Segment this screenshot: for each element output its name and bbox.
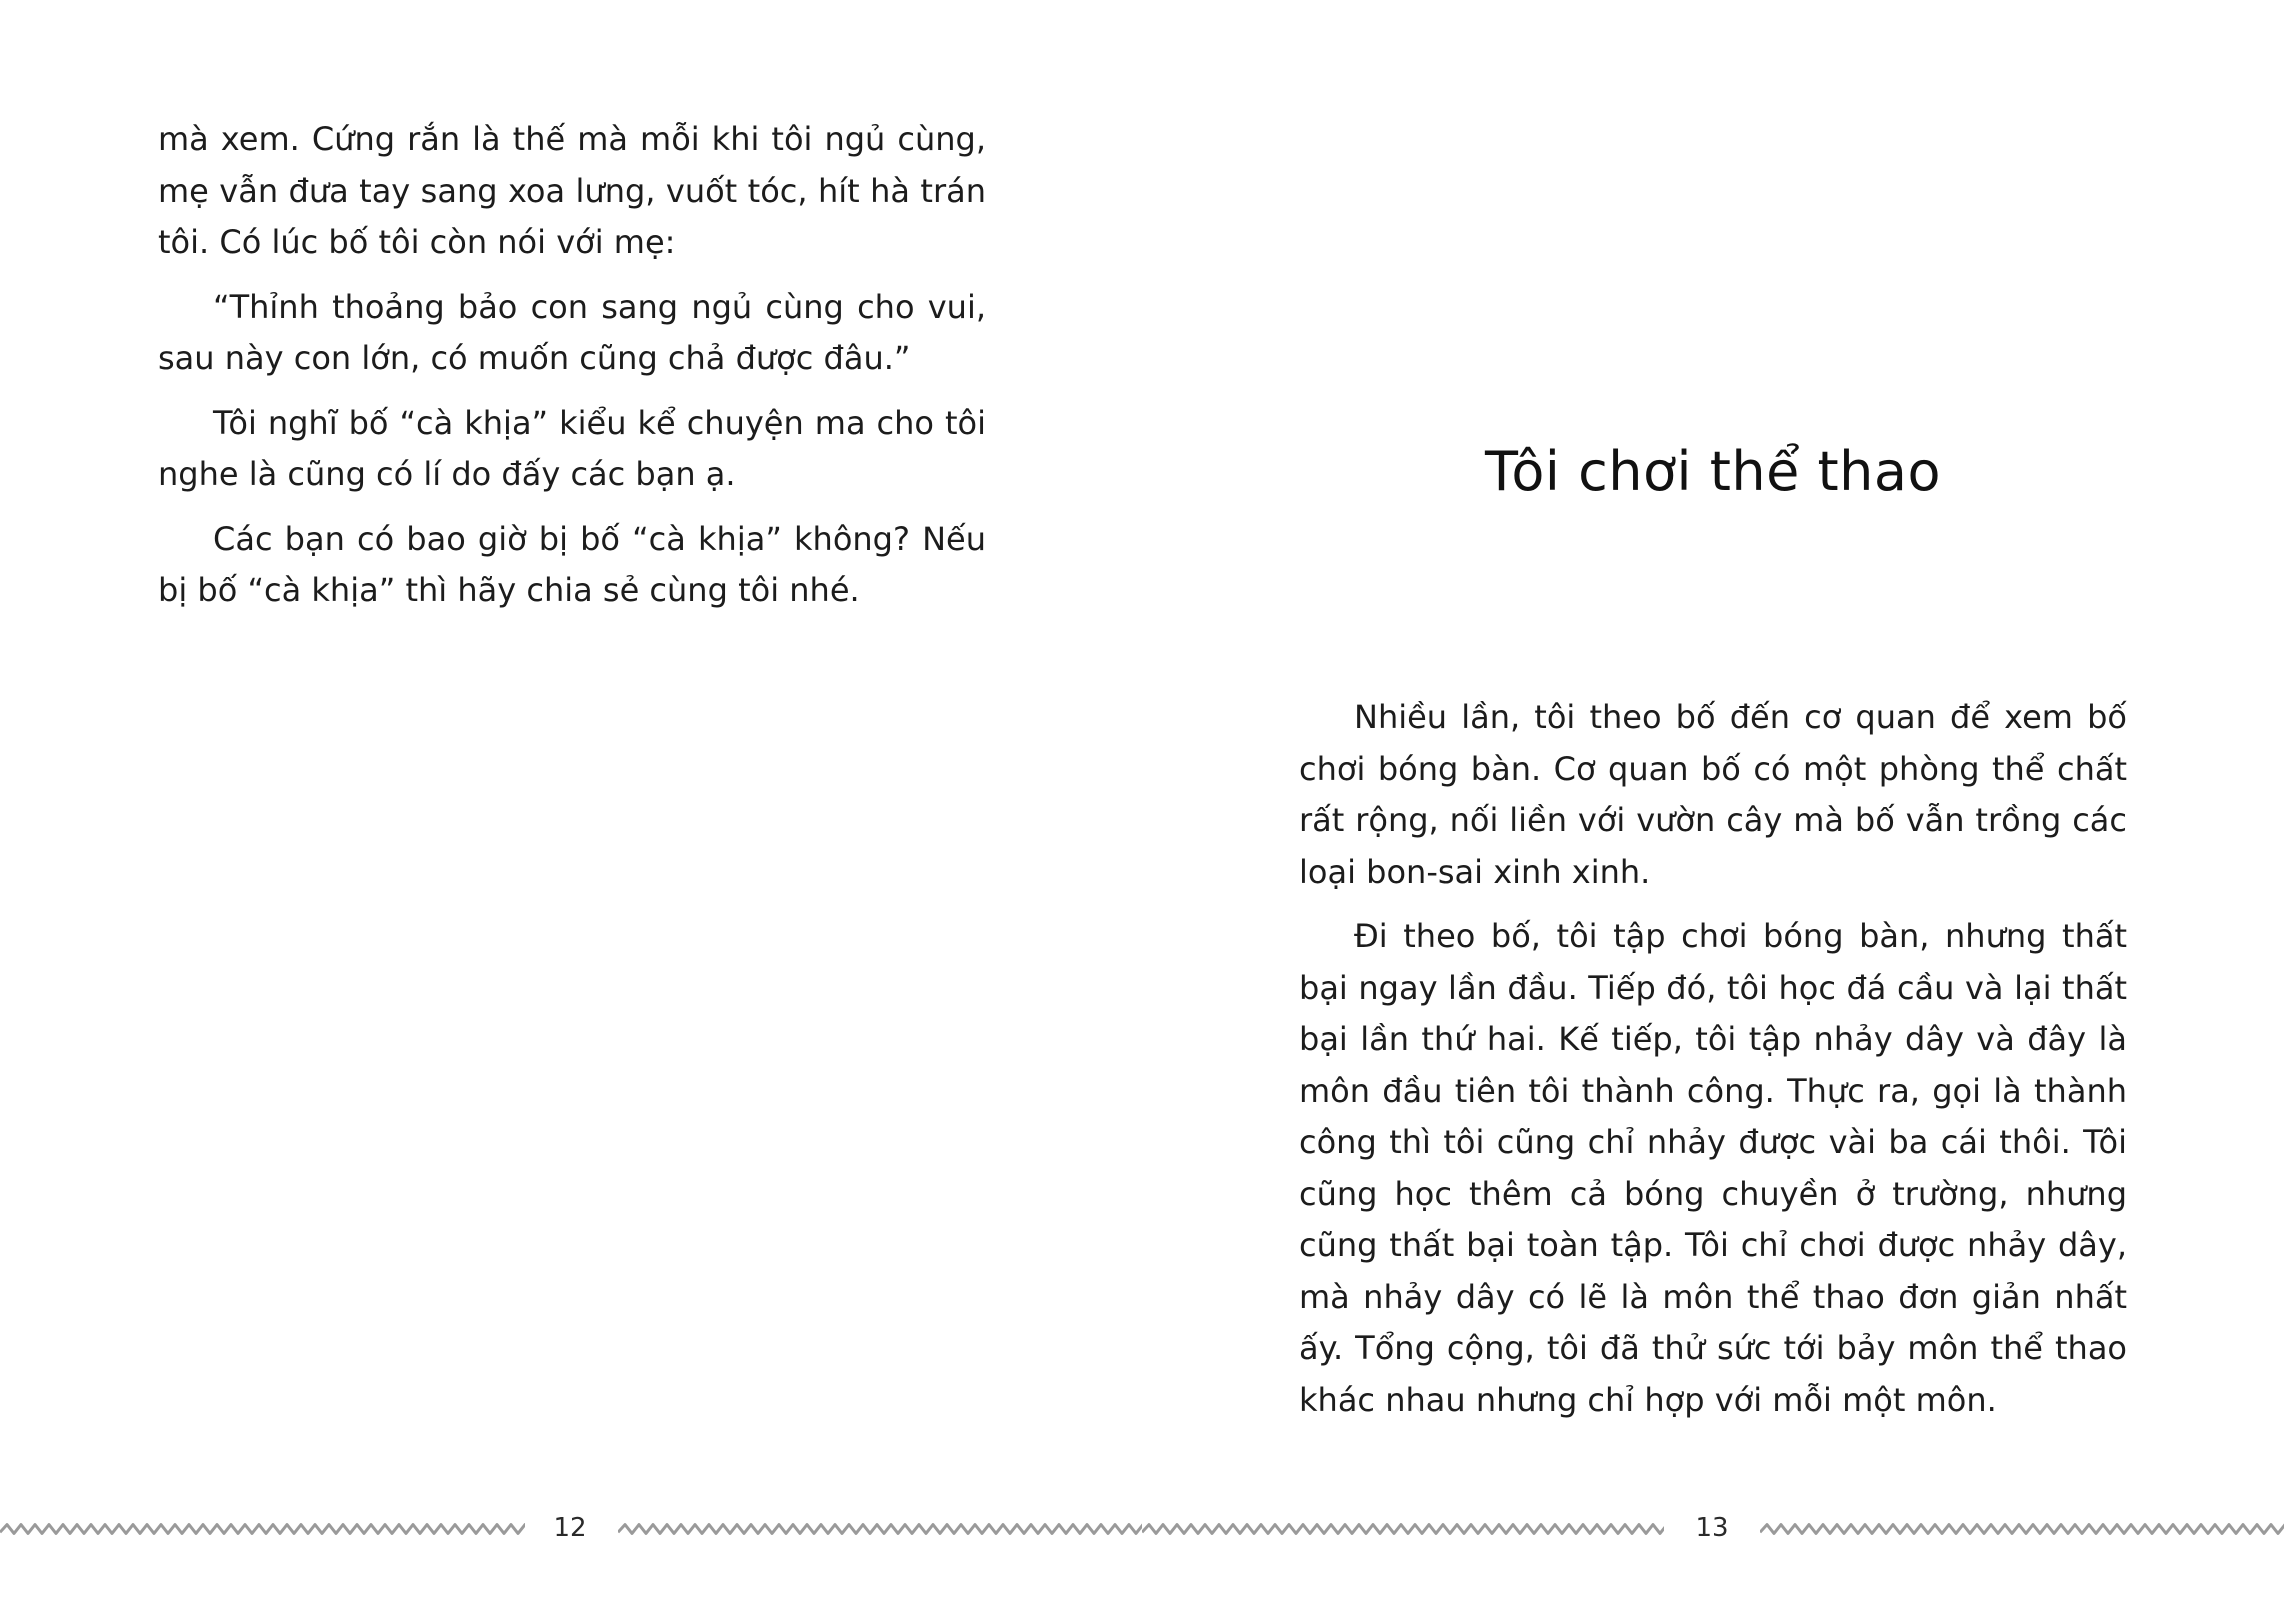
right-page-footer bbox=[1142, 1508, 2284, 1548]
page-number: 12 bbox=[553, 1513, 587, 1543]
paragraph: Các bạn có bao giờ bị bố “cà khịa” không? Nếu bị bố “cà khịa” thì hãy chia sẻ cùng tôi nhé. bbox=[158, 519, 986, 609]
paragraph: Nhiều lần, tôi theo bố đến cơ quan để xem bố chơi bóng bàn. Cơ quan bố có một phòng thể chất rất rộng, nối liền với vườn cây mà bố vẫn trồng các loại bon-sai xinh xinh. bbox=[1299, 698, 2127, 891]
wave-path bbox=[0, 1525, 525, 1534]
left-page-text bbox=[158, 114, 986, 630]
paragraph: Tôi nghĩ bố “cà khịa” kiểu kể chuyện ma cho tôi nghe là cũng có lí do đấy các bạn ạ. bbox=[158, 403, 986, 493]
paragraph: mà xem. Cứng rắn là thế mà mỗi khi tôi ngủ cùng, mẹ vẫn đưa tay sang xoa lưng, vuốt tóc, hít hà trán tôi. Có lúc bố tôi còn nói với mẹ: bbox=[158, 120, 986, 261]
zigzag-wave-icon bbox=[618, 1518, 1142, 1540]
zigzag-wave-icon bbox=[0, 1518, 525, 1540]
wave-path bbox=[1142, 1525, 1664, 1534]
paragraph: Đi theo bố, tôi tập chơi bóng bàn, nhưng thất bại ngay lần đầu. Tiếp đó, tôi học đá cầu và lại thất bại lần thứ hai. Kế tiếp, tôi tập nhảy dây và đây là môn đầu tiên tôi thành công. Thực ra, gọi là thành công thì tôi cũng chỉ nhảy được vài ba cái thôi. Tôi cũng học thêm cả bóng chuyền ở trường, nhưng cũng thất bại toàn tập. Tôi chỉ chơi được nhảy dây, mà nhảy dây có lẽ là môn thể thao đơn giản nhất ấy. Tổng cộng, tôi đã thử sức tới bảy môn thể thao khác nhau nhưng chỉ hợp với mỗi một môn. bbox=[1299, 917, 2127, 1419]
paragraph: “Thỉnh thoảng bảo con sang ngủ cùng cho vui, sau này con lớn, có muốn cũng chả được đâu.” bbox=[158, 287, 986, 377]
wave-path bbox=[618, 1525, 1142, 1534]
zigzag-wave-icon bbox=[1142, 1518, 1664, 1540]
zigzag-wave-icon bbox=[1760, 1518, 2284, 1540]
right-page-text bbox=[1299, 692, 2127, 1439]
page-number: 13 bbox=[1695, 1513, 1729, 1543]
chapter-title: Tôi chơi thể thao bbox=[1484, 440, 1942, 503]
wave-path bbox=[1760, 1525, 2284, 1534]
right-page bbox=[1142, 0, 2284, 1615]
left-page-footer bbox=[0, 1508, 1142, 1548]
